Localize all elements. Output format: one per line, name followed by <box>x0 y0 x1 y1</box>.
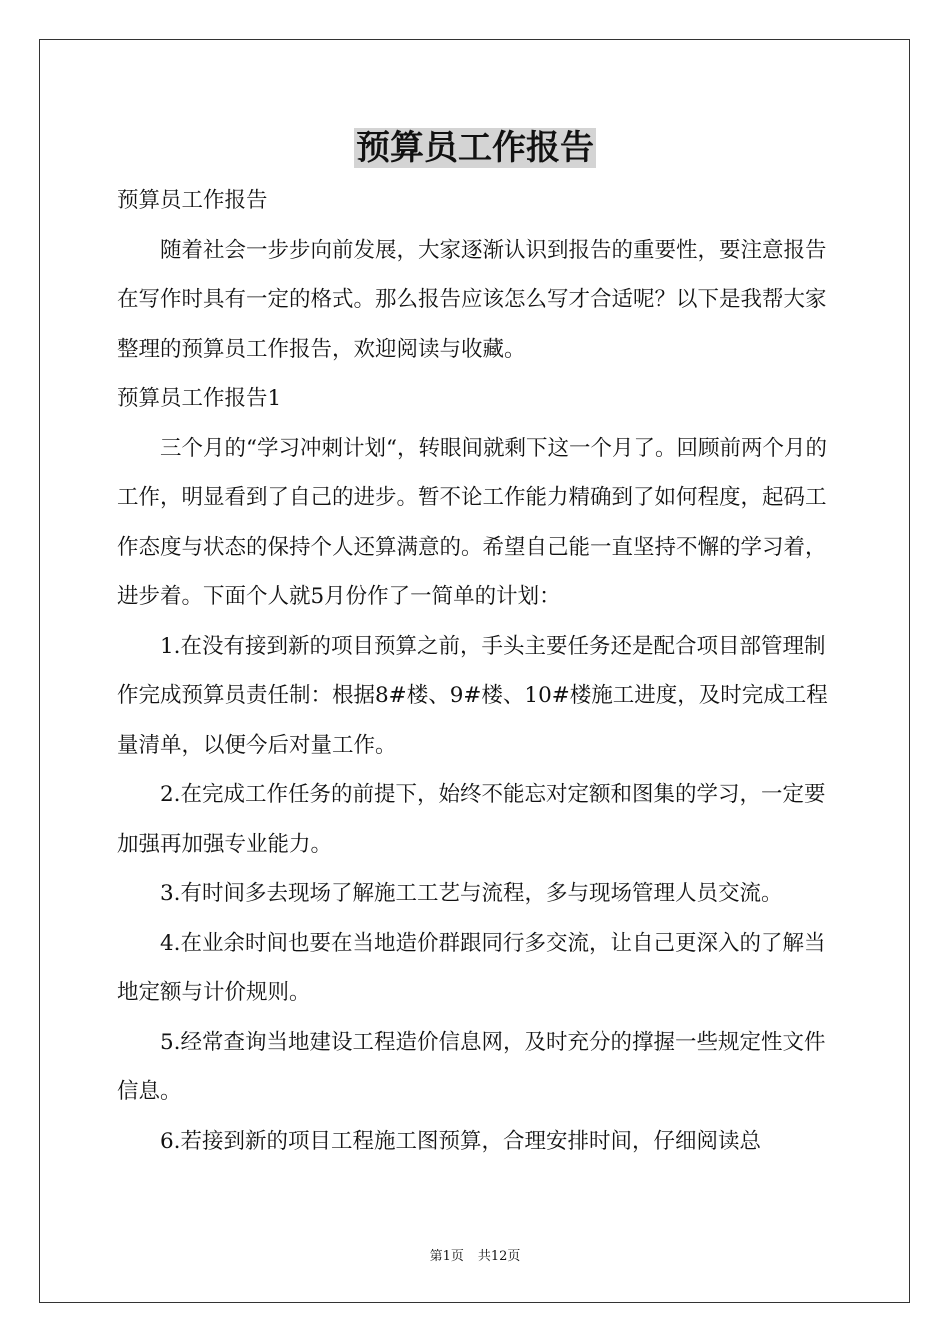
paragraph-plan-overview: 三个月的“学习冲刺计划“，转眼间就剩下这一个月了。回顾前两个月的工作，明显看到了自己的进步。暂不论工作能力精确到了如何程度，起码工作态度与状态的保持个人还算满意的。希望自己能一直坚持不懈的学习着，进步着。下面个人就5月份作了一简单的计划： <box>117 435 827 609</box>
paragraph-heading: 预算员工作报告 <box>117 188 268 213</box>
page-total: 共12页 <box>477 1249 521 1264</box>
page-footer <box>0 1248 950 1266</box>
page-number: 第1页 <box>429 1249 464 1264</box>
paragraph-intro: 随着社会一步步向前发展，大家逐渐认识到报告的重要性，要注意报告在写作时具有一定的格式。那么报告应该怎么写才合适呢？以下是我帮大家整理的预算员工作报告，欢迎阅读与收藏。 <box>117 237 827 362</box>
paragraph-item-1: 1.在没有接到新的项目预算之前，手头主要任务还是配合项目部管理制作完成预算员责任制：根据8#楼、9#楼、10#楼施工进度，及时完成工程量清单，以便今后对量工作。 <box>117 633 828 758</box>
paragraph-item-4: 4.在业余时间也要在当地造价群跟同行多交流，让自己更深入的了解当地定额与计价规则。 <box>117 930 826 1005</box>
document-title <box>0 122 950 174</box>
paragraph-section-heading: 预算员工作报告1 <box>117 386 282 411</box>
paragraph-item-6: 6.若接到新的项目工程施工图预算，合理安排时间，仔细阅读总 <box>160 1128 762 1154</box>
document-body <box>117 176 837 1166</box>
paragraph-item-3: 3.有时间多去现场了解施工工艺与流程，多与现场管理人员交流。 <box>160 881 783 906</box>
paragraph-item-5: 5.经常查询当地建设工程造价信息网，及时充分的撑握一些规定性文件信息。 <box>117 1029 826 1104</box>
paragraph-item-2: 2.在完成工作任务的前提下，始终不能忘对定额和图集的学习，一定要加强再加强专业能力。 <box>117 782 826 857</box>
document-title-text: 预算员工作报告 <box>356 128 594 168</box>
